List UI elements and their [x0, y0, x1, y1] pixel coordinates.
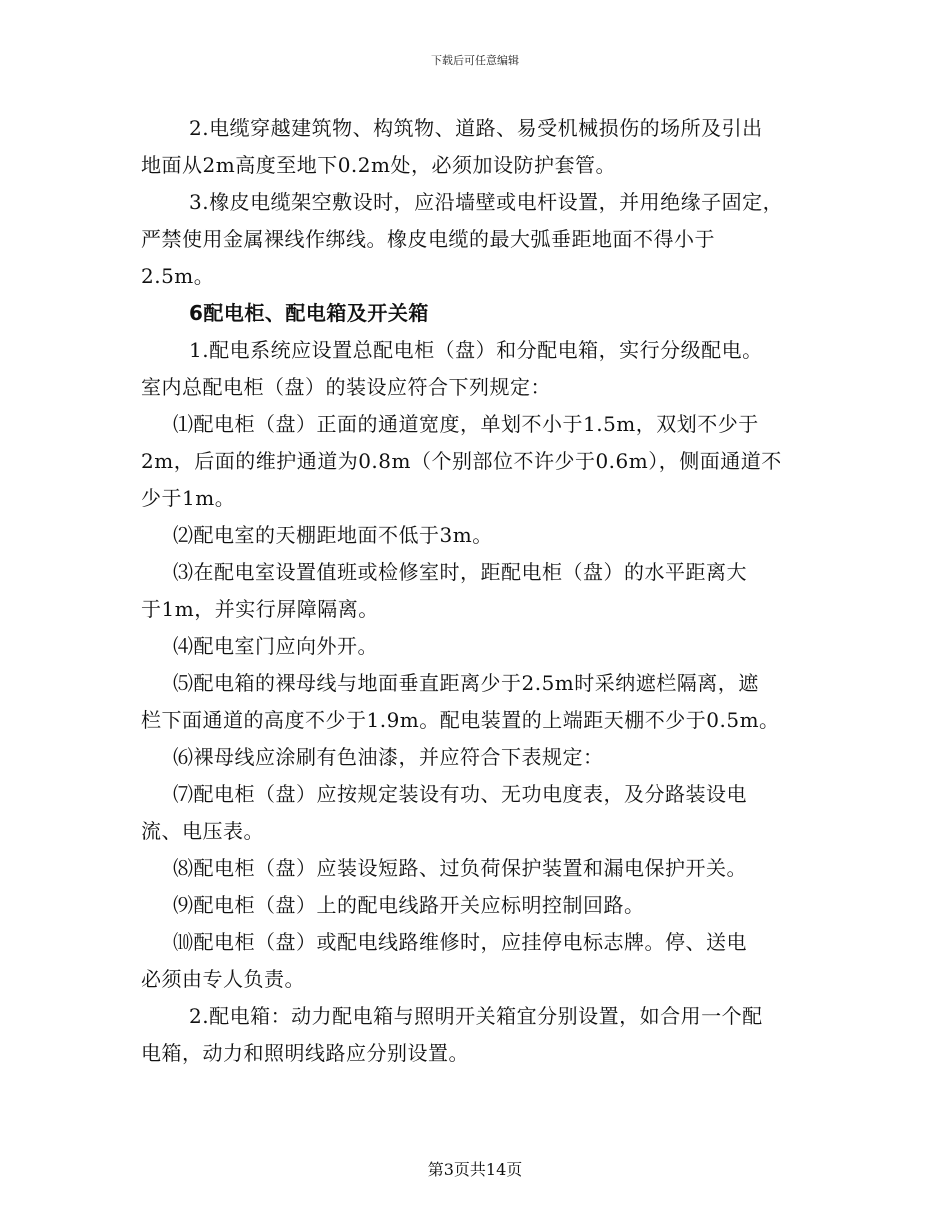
- paragraph-line: 2.5m。: [141, 264, 215, 288]
- paragraph-line: 于1m，并实行屏障隔离。: [141, 597, 379, 621]
- paragraph-line: 3.橡皮电缆架空敷设时，应沿墙壁或电杆设置，并用绝缘子固定，: [189, 190, 784, 214]
- list-item-line: ⑷配电室门应向外开。: [173, 634, 378, 658]
- paragraph-line: 2m，后面的维护通道为0.8m（个别部位不许少于0.6m），侧面通道不: [141, 449, 782, 473]
- paragraph-line: 严禁使用金属裸线作绑线。橡皮电缆的最大弧垂距地面不得小于: [141, 227, 715, 251]
- page-header: 下载后可任意编辑: [431, 54, 519, 67]
- list-item-line: ⑶在配电室设置值班或检修室时，距配电柜（盘）的水平距离大: [173, 560, 747, 584]
- list-item-line: ⑼配电柜（盘）上的配电线路开关应标明控制回路。: [173, 893, 645, 917]
- document-body: [141, 110, 811, 1072]
- paragraph-line: 栏下面通道的高度不少于1.9m。配电装置的上端距天棚不少于0.5m。: [141, 708, 780, 732]
- list-item-line: ⑹裸母线应涂刷有色油漆，并应符合下表规定：: [173, 745, 604, 769]
- list-item-line: ⑽配电柜（盘）或配电线路维修时，应挂停电标志牌。停、送电: [173, 930, 747, 954]
- paragraph-line: 少于1m。: [141, 486, 236, 510]
- paragraph-line: 地面从2m高度至地下0.2m处，必须加设防护套管。: [141, 153, 616, 177]
- list-item-line: ⑴配电柜（盘）正面的通道宽度，单划不小于1.5m，双划不少于: [173, 412, 759, 436]
- paragraph-line: 电箱，动力和照明线路应分别设置。: [141, 1041, 469, 1065]
- list-item-line: ⑸配电箱的裸母线与地面垂直距离少于2.5m时采纳遮栏隔离，遮: [173, 671, 759, 695]
- paragraph-line: 必须由专人负责。: [141, 967, 305, 991]
- list-item-line: ⑻配电柜（盘）应装设短路、过负荷保护装置和漏电保护开关。: [173, 856, 747, 880]
- page-footer: 第3页共14页: [427, 1160, 523, 1179]
- list-item-line: ⑵配电室的天棚距地面不低于3m。: [173, 523, 493, 547]
- list-item-line: ⑺配电柜（盘）应按规定装设有功、无功电度表，及分路装设电: [173, 782, 747, 806]
- paragraph-line: 室内总配电柜（盘）的装设应符合下列规定：: [141, 375, 551, 399]
- paragraph-line: 1.配电系统应设置总配电柜（盘）和分配电箱，实行分级配电。: [189, 338, 763, 362]
- section-heading: 6配电柜、配电箱及开关箱: [189, 301, 429, 325]
- paragraph-line: 流、电压表。: [141, 819, 264, 843]
- paragraph-line: 2.配电箱：动力配电箱与照明开关箱宜分别设置，如合用一个配: [189, 1004, 763, 1028]
- paragraph-line: 2.电缆穿越建筑物、构筑物、道路、易受机械损伤的场所及引出: [189, 116, 763, 140]
